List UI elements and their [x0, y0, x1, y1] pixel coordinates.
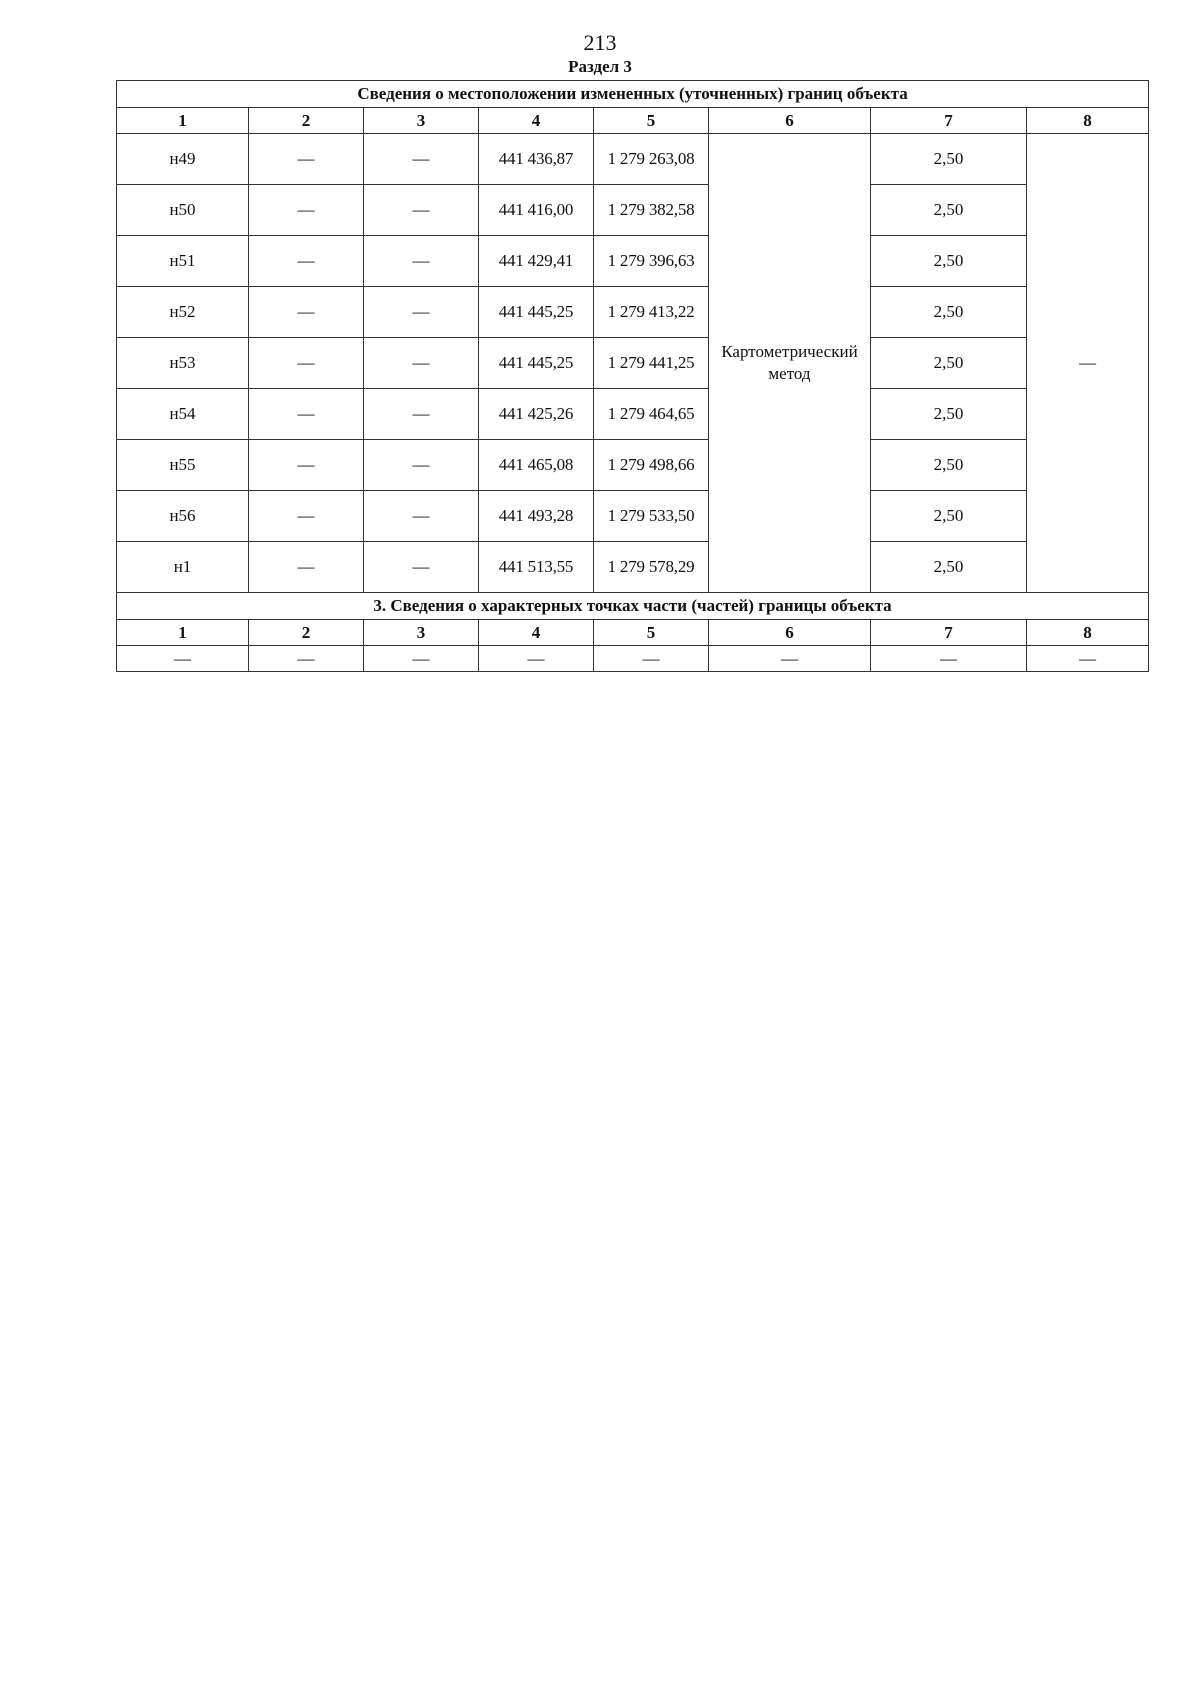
table1-caption-row — [117, 81, 1149, 108]
coord-y: 1 279 578,29 — [594, 542, 709, 593]
cell-dash: — — [364, 646, 479, 672]
cell-dash: — — [364, 236, 479, 287]
cell-dash: — — [364, 491, 479, 542]
boundary-table — [116, 80, 1149, 672]
table2-empty-row — [117, 646, 1149, 672]
point-name: н51 — [117, 236, 249, 287]
table2-column-numbers-row — [117, 620, 1149, 646]
table-row — [117, 389, 1149, 440]
coord-x: 441 465,08 — [479, 440, 594, 491]
cell-dash: — — [364, 287, 479, 338]
accuracy: 2,50 — [871, 542, 1027, 593]
table1-colnum: 2 — [249, 108, 364, 134]
cell-dash: — — [249, 287, 364, 338]
coord-x: 441 513,55 — [479, 542, 594, 593]
coord-y: 1 279 382,58 — [594, 185, 709, 236]
table2-colnum: 7 — [871, 620, 1027, 646]
point-name: н52 — [117, 287, 249, 338]
cell-dash: — — [364, 134, 479, 185]
table-row — [117, 338, 1149, 389]
coord-y: 1 279 263,08 — [594, 134, 709, 185]
point-name: н54 — [117, 389, 249, 440]
cell-dash: — — [249, 134, 364, 185]
table2-colnum: 1 — [117, 620, 249, 646]
cell-dash: — — [871, 646, 1027, 672]
method-cell: Картометрический метод — [709, 134, 871, 593]
cell-dash: — — [709, 646, 871, 672]
coord-x: 441 445,25 — [479, 287, 594, 338]
point-name: н49 — [117, 134, 249, 185]
cell-dash: — — [249, 338, 364, 389]
accuracy: 2,50 — [871, 389, 1027, 440]
table2-colnum: 4 — [479, 620, 594, 646]
cell-dash: — — [117, 646, 249, 672]
cell-dash: — — [364, 542, 479, 593]
coord-y: 1 279 441,25 — [594, 338, 709, 389]
table2-colnum: 2 — [249, 620, 364, 646]
accuracy: 2,50 — [871, 338, 1027, 389]
page-number: 213 — [583, 30, 617, 55]
table2-colnum: 8 — [1027, 620, 1149, 646]
table1-colnum: 7 — [871, 108, 1027, 134]
table-row — [117, 491, 1149, 542]
table2-caption-row — [117, 593, 1149, 620]
accuracy: 2,50 — [871, 236, 1027, 287]
point-name: н1 — [117, 542, 249, 593]
cell-dash: — — [479, 646, 594, 672]
table1-colnum: 8 — [1027, 108, 1149, 134]
point-name: н53 — [117, 338, 249, 389]
table1-colnum: 3 — [364, 108, 479, 134]
cell-dash: — — [249, 542, 364, 593]
table-row — [117, 287, 1149, 338]
table-row — [117, 542, 1149, 593]
table-row — [117, 134, 1149, 185]
cell-dash: — — [249, 236, 364, 287]
cell-dash: — — [364, 338, 479, 389]
table1-colnum: 1 — [117, 108, 249, 134]
cell-dash: — — [249, 389, 364, 440]
coord-x: 441 429,41 — [479, 236, 594, 287]
table1-colnum: 4 — [479, 108, 594, 134]
coord-x: 441 436,87 — [479, 134, 594, 185]
cell-dash: — — [364, 185, 479, 236]
cell-dash: — — [249, 491, 364, 542]
cell-dash: — — [249, 646, 364, 672]
accuracy: 2,50 — [871, 440, 1027, 491]
section-title: Раздел 3 — [568, 57, 632, 76]
point-name: н56 — [117, 491, 249, 542]
table1-column-numbers-row — [117, 108, 1149, 134]
table-row — [117, 236, 1149, 287]
coord-x: 441 445,25 — [479, 338, 594, 389]
table1-caption: Сведения о местоположении измененных (уточненных) границ объекта — [117, 81, 1149, 108]
table1-colnum: 6 — [709, 108, 871, 134]
table-row — [117, 440, 1149, 491]
coord-y: 1 279 413,22 — [594, 287, 709, 338]
cell-dash: — — [594, 646, 709, 672]
point-name: н50 — [117, 185, 249, 236]
coord-y: 1 279 396,63 — [594, 236, 709, 287]
col8-cell: — — [1027, 134, 1149, 593]
cell-dash: — — [1027, 646, 1149, 672]
table-row — [117, 185, 1149, 236]
coord-x: 441 425,26 — [479, 389, 594, 440]
table2-colnum: 5 — [594, 620, 709, 646]
cell-dash: — — [364, 389, 479, 440]
accuracy: 2,50 — [871, 134, 1027, 185]
table1-colnum: 5 — [594, 108, 709, 134]
cell-dash: — — [249, 185, 364, 236]
coord-y: 1 279 533,50 — [594, 491, 709, 542]
coord-x: 441 416,00 — [479, 185, 594, 236]
accuracy: 2,50 — [871, 287, 1027, 338]
point-name: н55 — [117, 440, 249, 491]
accuracy: 2,50 — [871, 185, 1027, 236]
table2-colnum: 3 — [364, 620, 479, 646]
coord-y: 1 279 464,65 — [594, 389, 709, 440]
accuracy: 2,50 — [871, 491, 1027, 542]
table2-caption: 3. Сведения о характерных точках части (частей) границы объекта — [117, 593, 1149, 620]
coord-x: 441 493,28 — [479, 491, 594, 542]
coord-y: 1 279 498,66 — [594, 440, 709, 491]
table2-colnum: 6 — [709, 620, 871, 646]
cell-dash: — — [364, 440, 479, 491]
cell-dash: — — [249, 440, 364, 491]
